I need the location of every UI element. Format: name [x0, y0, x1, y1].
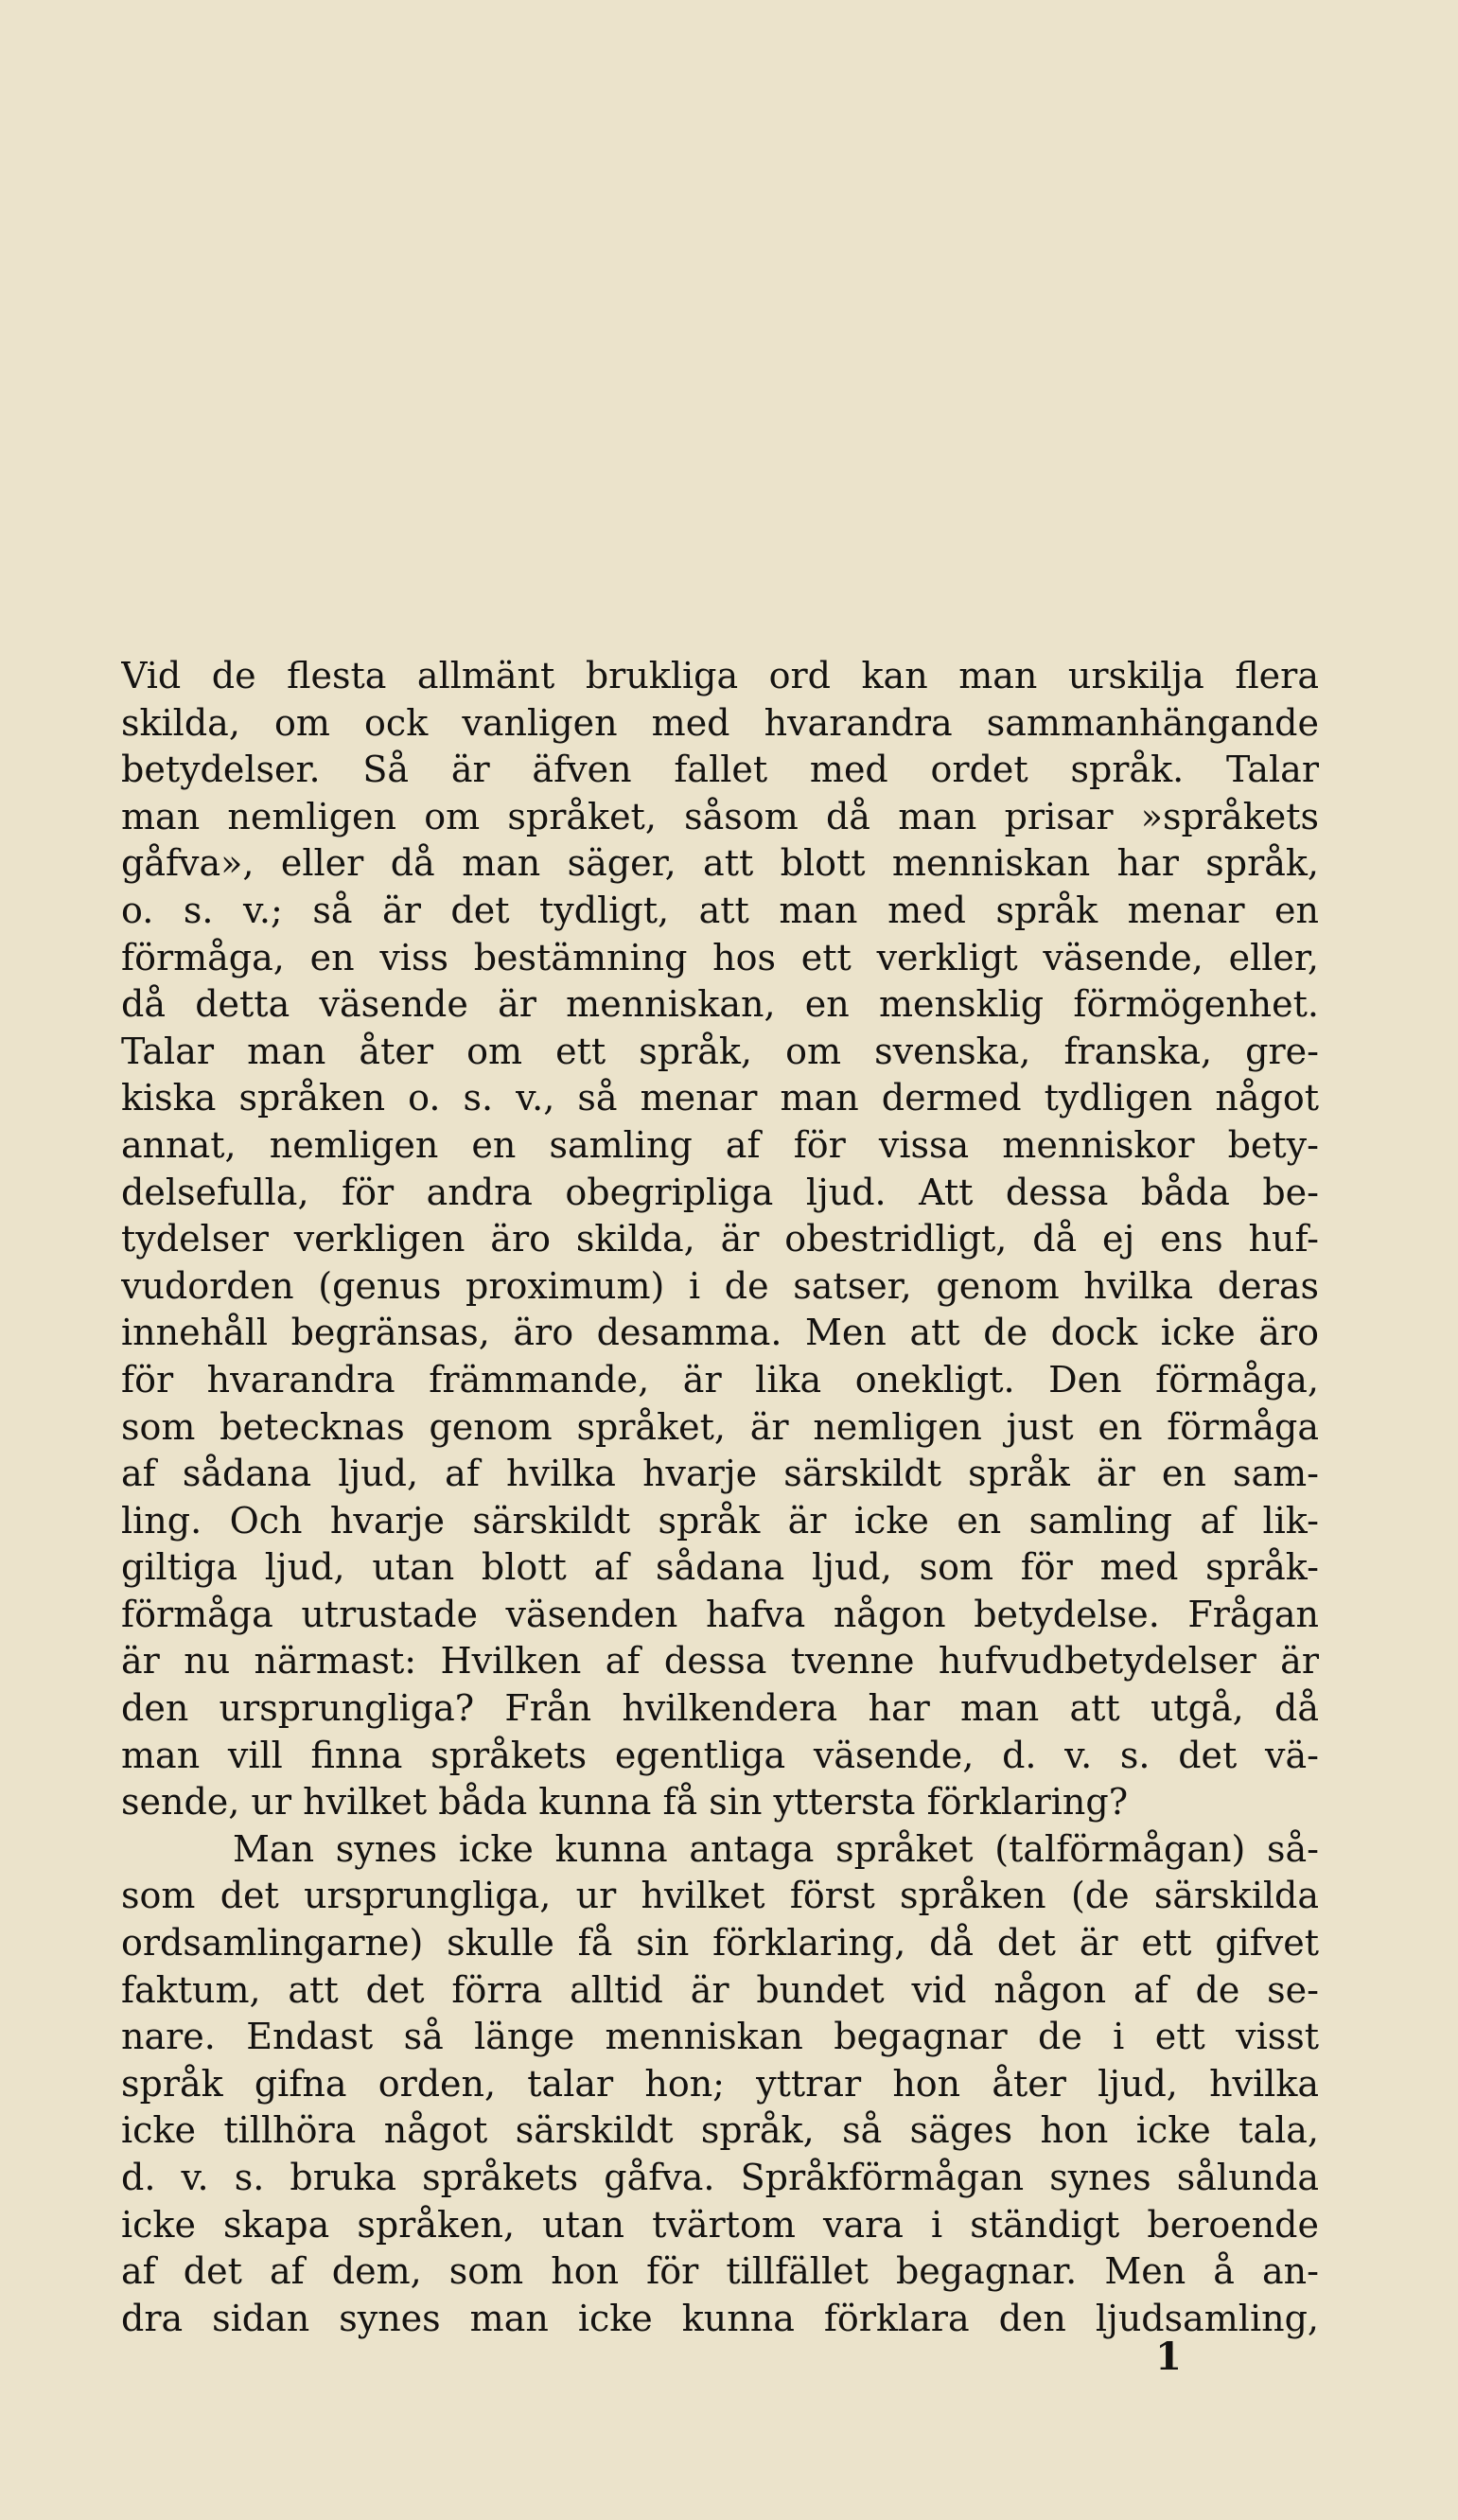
text-line: gåfva», eller då man säger, att blott menniskan har språk, — [121, 842, 1319, 885]
text-line: Vid de flesta allmänt brukliga ord kan man urskilja flera — [121, 655, 1319, 696]
text-line: sende, ur hvilket båda kunna få sin yttersta förklaring? — [121, 1781, 1129, 1824]
text-line: då detta väsende är menniskan, en mensklig förmögenhet. — [121, 983, 1319, 1026]
text-line: af sådana ljud, af hvilka hvarje särskildt språk är en sam- — [121, 1453, 1319, 1495]
text-line: faktum, att det förra alltid är bundet vid någon af de se- — [121, 1968, 1319, 2011]
text-line: språk gifna orden, talar hon; yttrar hon åter ljud, hvilka — [121, 2062, 1319, 2105]
text-line: tydelser verkligen äro skilda, är obestridligt, då ej ens huf- — [121, 1218, 1319, 1260]
text-line: Man synes icke kunna antaga språket (talförmågan) så- — [233, 1827, 1319, 1870]
text-line: kiska språken o. s. v., så menar man dermed tydligen något — [121, 1077, 1319, 1119]
text-line: icke skapa språken, utan tvärtom vara i ständigt beroende — [121, 2203, 1319, 2246]
text-line: för hvarandra främmande, är lika onekligt. Den förmåga, — [121, 1358, 1319, 1401]
text-line: man nemligen om språket, såsom då man prisar »språkets — [121, 795, 1319, 837]
text-line: skilda, om ock vanligen med hvarandra sammanhängande — [121, 701, 1319, 744]
text-line: som betecknas genom språket, är nemligen just en förmåga — [121, 1405, 1319, 1448]
text-line: förmåga utrustade väsenden hafva någon betydelse. Frågan — [121, 1593, 1319, 1635]
text-line: o. s. v.; så är det tydligt, att man med språk menar en — [121, 889, 1319, 931]
text-line: delsefulla, för andra obegripliga ljud. Att dessa båda be- — [121, 1171, 1319, 1213]
text-line: d. v. s. bruka språkets gåfva. Språkförmågan synes sålunda — [121, 2157, 1319, 2198]
text-line: den ursprungliga? Från hvilkendera har man att utgå, då — [121, 1687, 1319, 1730]
text-line: dra sidan synes man icke kunna förklara den ljudsamling, — [121, 2297, 1319, 2339]
text-line: betydelser. Så är äfven fallet med ordet språk. Talar — [121, 749, 1319, 791]
text-line: giltiga ljud, utan blott af sådana ljud, som för med språk- — [121, 1546, 1319, 1589]
text-line: vudorden (genus proximum) i de satser, genom hvilka deras — [121, 1264, 1319, 1307]
page-number: 1 — [1155, 2335, 1182, 2379]
text-line: som det ursprungliga, ur hvilket först språken (de särskilda — [121, 1875, 1319, 1917]
text-line: icke tillhöra något särskildt språk, så säges hon icke tala, — [121, 2109, 1319, 2152]
text-line: af det af dem, som hon för tillfället begagnar. Men å an- — [121, 2250, 1319, 2293]
text-line: Talar man åter om ett språk, om svenska, franska, gre- — [121, 1030, 1319, 1072]
text-line: nare. Endast så länge menniskan begagnar de i ett visst — [121, 2016, 1319, 2058]
text-line: annat, nemligen en samling af för vissa menniskor bety- — [121, 1123, 1319, 1166]
text-line: är nu närmast: Hvilken af dessa tvenne hufvudbetydelser är — [121, 1640, 1319, 1683]
text-line: innehåll begränsas, äro desamma. Men att de dock icke äro — [121, 1312, 1319, 1354]
text-line: man vill finna språkets egentliga väsende, d. v. s. det vä- — [121, 1734, 1319, 1776]
text-line: ordsamlingarne) skulle få sin förklaring, då det är ett gifvet — [121, 1922, 1319, 1965]
text-line: ling. Och hvarje särskildt språk är icke en samling af lik- — [121, 1499, 1319, 1542]
body-text — [121, 653, 1319, 2342]
text-line: förmåga, en viss bestämning hos ett verkligt väsende, eller, — [121, 936, 1319, 978]
